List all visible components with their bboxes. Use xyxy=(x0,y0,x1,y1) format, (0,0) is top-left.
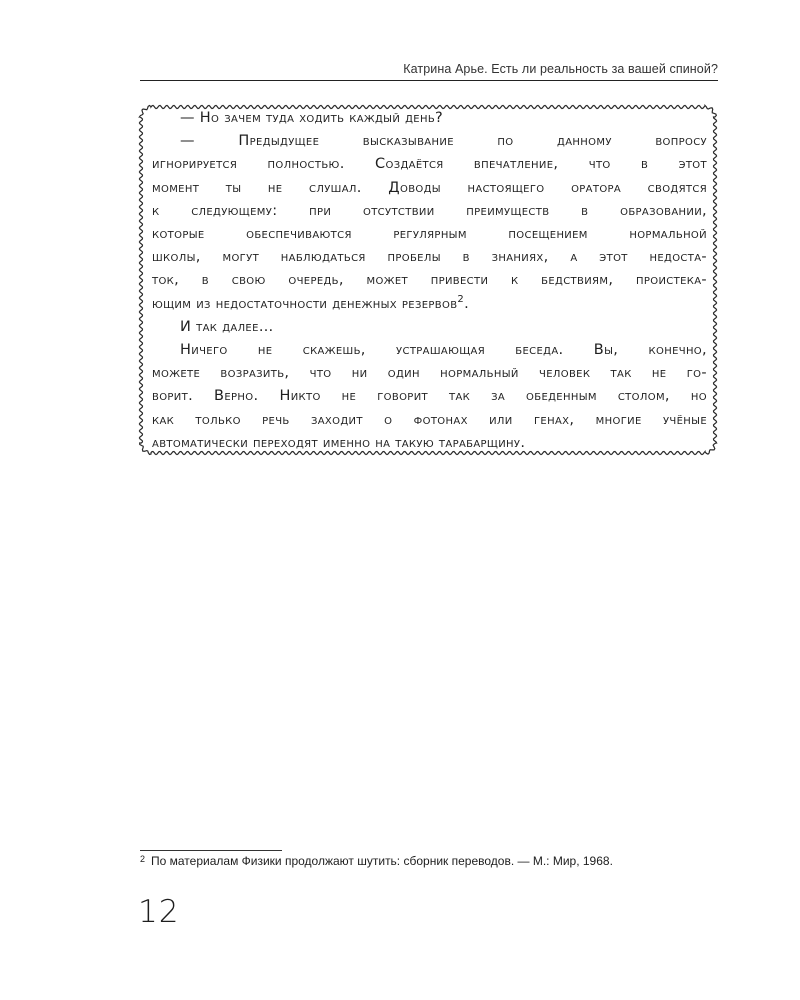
text-line: ток, в свою очередь, может привести к бедствиям, проистека- xyxy=(152,272,707,289)
footnote-reference[interactable]: 2 xyxy=(457,293,465,305)
text-line: И так далее… xyxy=(180,318,274,335)
footnote-text: По материалам Физики продолжают шутить: сборник переводов. — М.: Мир, 1968. xyxy=(151,854,613,868)
text-line: — Предыдущее высказывание по данному вопросу xyxy=(180,133,707,150)
text-line: школы, могут наблюдаться пробелы в знаниях, а этот недоста- xyxy=(152,249,707,266)
footnote xyxy=(140,854,740,868)
text-line-with-footnote: ющим из недостаточности денежных резервов$^2$. xyxy=(152,293,470,312)
text-line: ющим из недостаточности денежных резервов xyxy=(152,295,458,312)
header-rule xyxy=(140,80,718,81)
footnote-rule xyxy=(140,850,282,851)
text-line: момент ты не слушал. Доводы настоящего оратора сводятся xyxy=(152,179,707,196)
text-line: игнорируется полностью. Создаётся впечатление, что в этот xyxy=(152,156,707,173)
text-line: можете возразить, что ни один нормальный человек так не го- xyxy=(152,365,707,382)
text-line: как только речь заходит о фотонах или генах, многие учёные xyxy=(152,411,707,428)
footnote-number: 2 xyxy=(140,854,146,864)
running-head: Катрина Арье. Есть ли реальность за вашей спиной? xyxy=(403,62,718,76)
text-line: автоматически переходят именно на такую тарабарщину. xyxy=(152,434,526,451)
framed-text-block xyxy=(152,107,707,455)
text-line: ворит. Верно. Никто не говорит так за обеденным столом, но xyxy=(152,388,707,405)
page-number: 12 xyxy=(138,894,180,930)
text-line: к следующему: при отсутствии преимуществ в образовании, xyxy=(152,202,707,219)
text-line: которые обеспечиваются регулярным посещением нормальной xyxy=(152,226,707,243)
text-line: — Но зачем туда ходить каждый день? xyxy=(180,110,444,126)
text-line: Ничего не скажешь, устрашающая беседа. Вы, конечно, xyxy=(180,342,707,359)
